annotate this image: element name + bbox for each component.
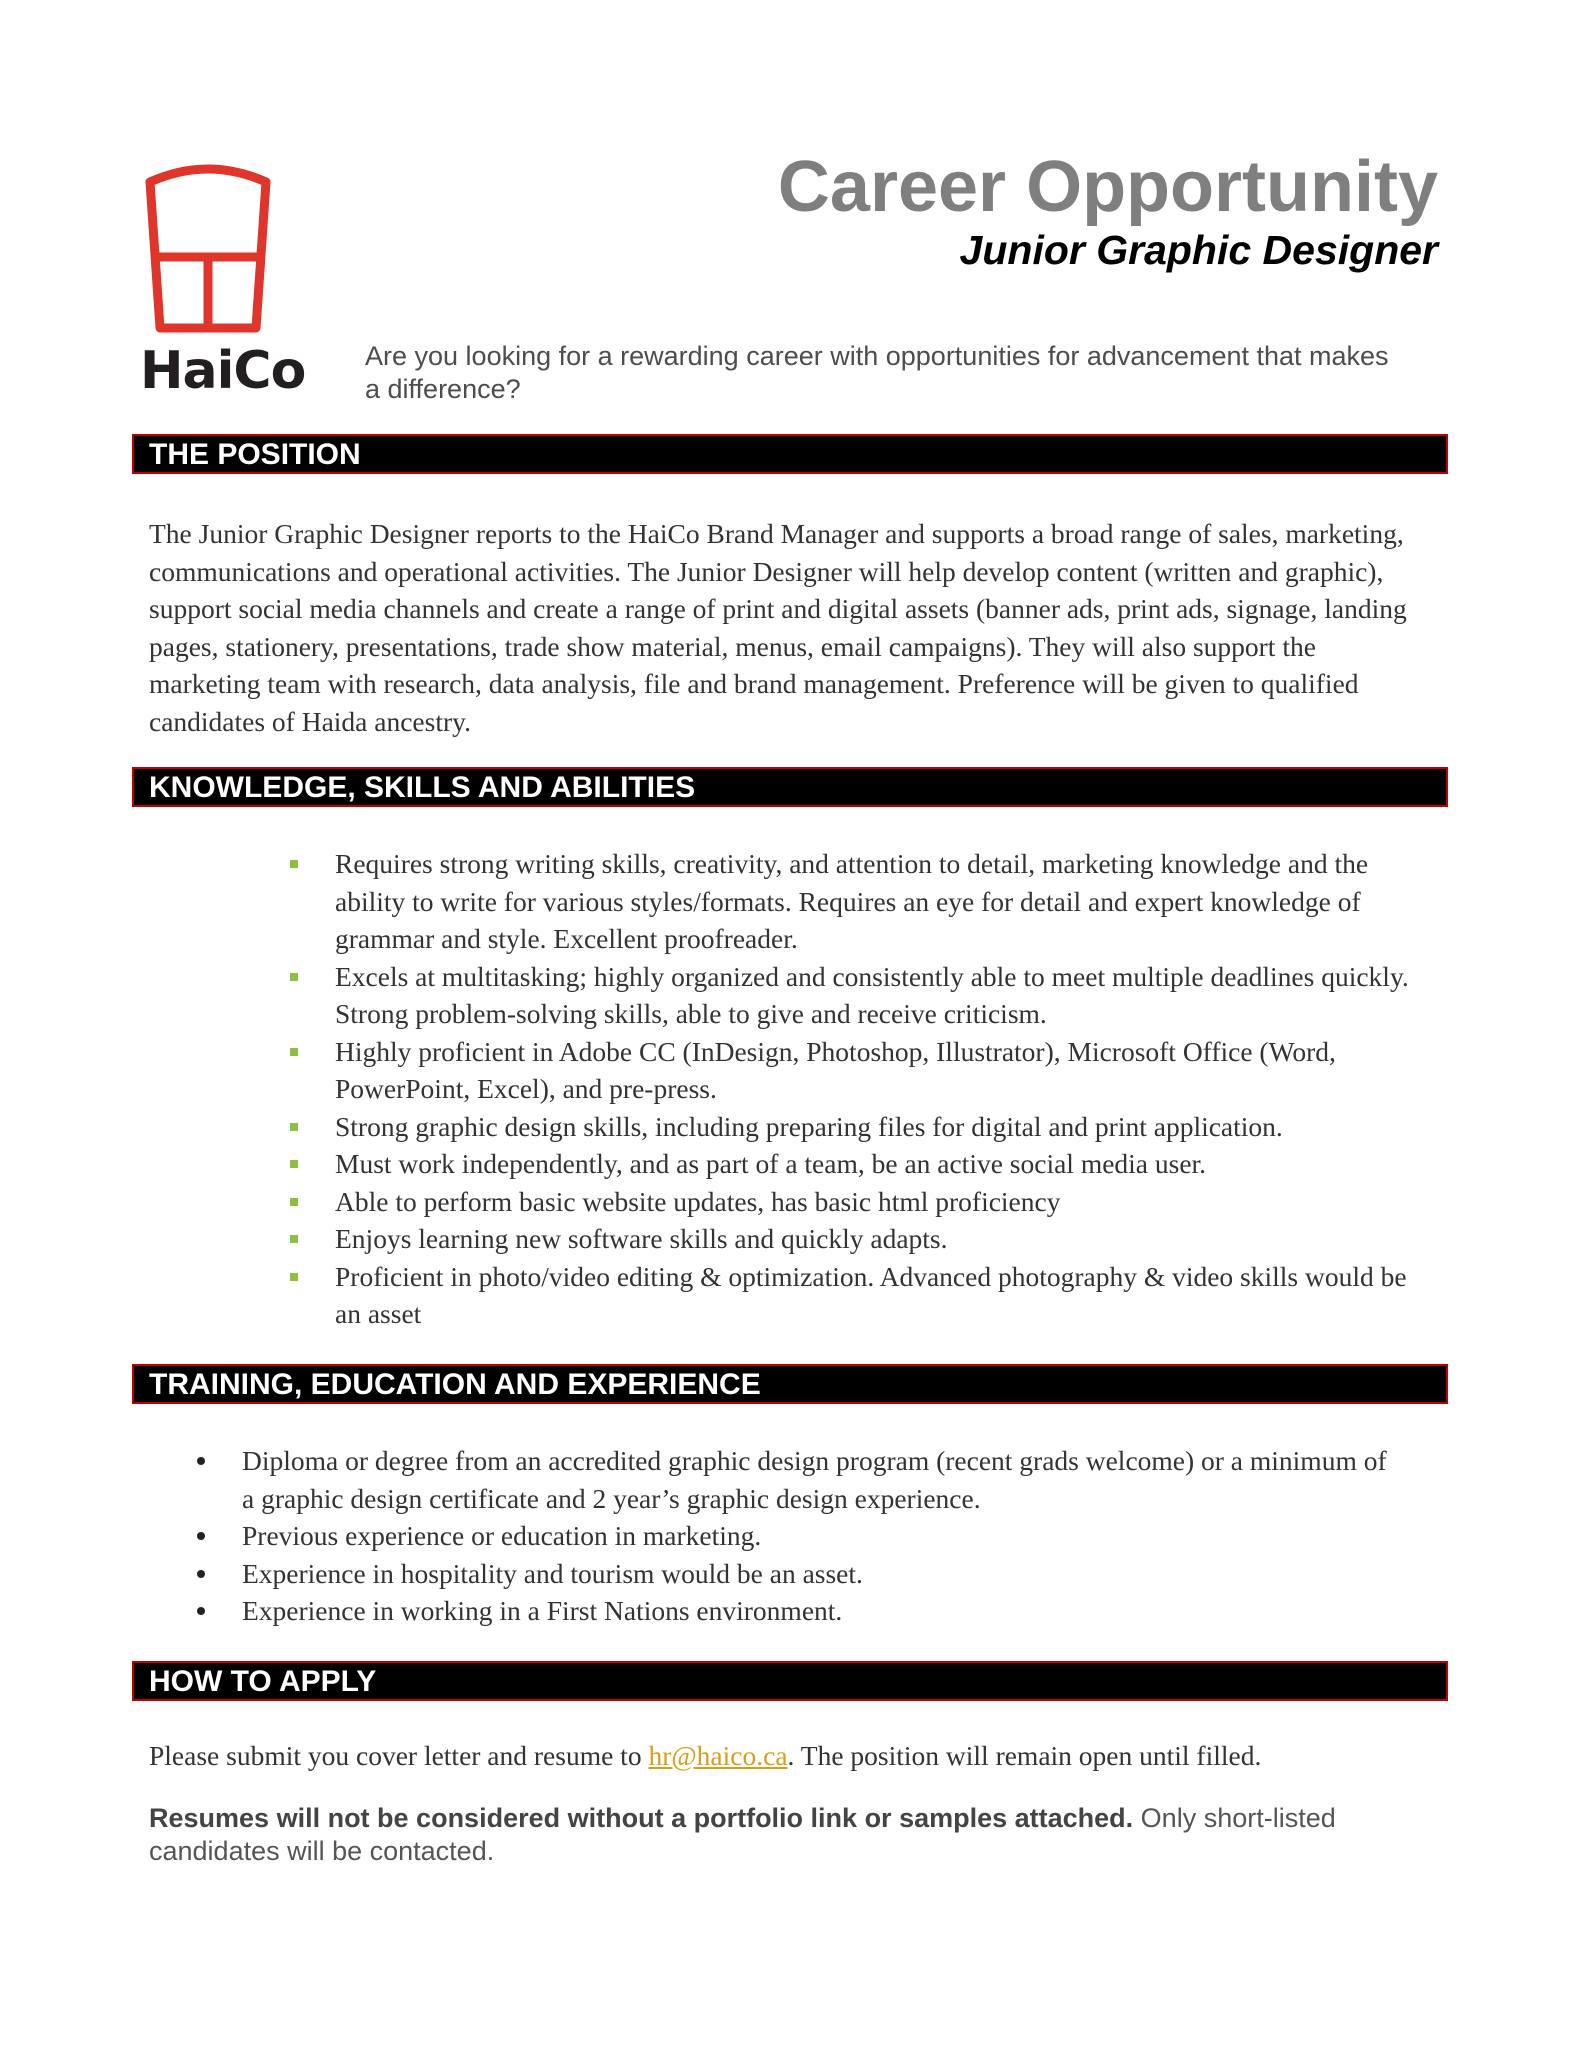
apply-instructions: Please submit you cover letter and resume to hr@haico.ca. The position will remain open until filled. (149, 1740, 1262, 1771)
square-bullet-icon (290, 1198, 298, 1206)
position-description: The Junior Graphic Designer reports to the HaiCo Brand Manager and supports a broad range of sales, marketing, communications and operational activities. The Junior Designer will help develop content (written and graphic), support social media channels and create a range of print and digital assets (banner ads, print ads, signage, landing pages, stationery, presentations, trade show material, menus, email campaigns). They will also support the marketing team with research, data analysis, file and brand management. Preference will be given to qualified candidates of Haida ancestry. (149, 518, 1407, 737)
bullet-dot-icon (197, 1532, 205, 1540)
section-header-position (132, 434, 1448, 474)
square-bullet-icon (290, 1048, 298, 1056)
square-bullet-icon (290, 1235, 298, 1243)
square-bullet-icon (290, 1273, 298, 1281)
section-heading: KNOWLEDGE, SKILLS AND ABILITIES (149, 771, 696, 804)
list-item: Previous experience or education in marketing. (195, 1517, 1395, 1555)
note-rest: Only short-listed candidates will be contacted. (149, 1803, 1336, 1866)
section-heading: HOW TO APPLY (149, 1665, 377, 1698)
job-title: Junior Graphic Designer (959, 227, 1438, 273)
training-list (195, 1442, 1395, 1630)
note-bold: Resumes will not be considered without a portfolio link or samples attached. (149, 1803, 1134, 1833)
haico-window-logo-icon (138, 160, 278, 345)
intro-question: Are you looking for a rewarding career with opportunities for advancement that makes a difference? (365, 341, 1389, 404)
list-item: Diploma or degree from an accredited graphic design program (recent grads welcome) or a minimum of a graphic design certificate and 2 year’s graphic design experience. (195, 1442, 1395, 1517)
square-bullet-icon (290, 973, 298, 981)
list-item: Proficient in photo/video editing & optimization. Advanced photography & video skills would be an asset (290, 1258, 1430, 1333)
application-note (149, 1802, 1449, 1868)
section-heading: TRAINING, EDUCATION AND EXPERIENCE (149, 1368, 761, 1401)
bullet-dot-icon (197, 1607, 205, 1615)
section-header-apply (132, 1661, 1448, 1701)
square-bullet-icon (290, 860, 298, 868)
list-item: Excels at multitasking; highly organized and consistently able to meet multiple deadlines quickly. Strong problem-solving skills, able to give and receive criticism. (290, 958, 1430, 1033)
skills-list (290, 845, 1430, 1333)
list-item: Able to perform basic website updates, has basic html proficiency (290, 1183, 1430, 1221)
email-link[interactable]: hr@haico.ca (648, 1740, 788, 1771)
bullet-dot-icon (197, 1570, 205, 1578)
section-header-training (132, 1364, 1448, 1404)
page-title: Career Opportunity (777, 147, 1438, 227)
list-item: Strong graphic design skills, including preparing files for digital and print application. (290, 1108, 1430, 1146)
list-item: Must work independently, and as part of a team, be an active social media user. (290, 1145, 1430, 1183)
list-item: Experience in hospitality and tourism would be an asset. (195, 1555, 1395, 1593)
list-item: Highly proficient in Adobe CC (InDesign, Photoshop, Illustrator), Microsoft Office (Word, PowerPoint, Excel), and pre-press. (290, 1033, 1430, 1108)
section-header-skills (132, 767, 1448, 807)
logo-wordmark: HaiCo (140, 341, 306, 401)
list-item: Enjoys learning new software skills and quickly adapts. (290, 1220, 1430, 1258)
bullet-dot-icon (197, 1457, 205, 1465)
list-item: Experience in working in a First Nations environment. (195, 1592, 1395, 1630)
list-item: Requires strong writing skills, creativity, and attention to detail, marketing knowledge and the ability to write for various styles/formats. Requires an eye for detail and expert knowledge of grammar and style. Excellent proofreader. (290, 845, 1430, 958)
square-bullet-icon (290, 1160, 298, 1168)
section-heading: THE POSITION (149, 438, 361, 471)
square-bullet-icon (290, 1123, 298, 1131)
